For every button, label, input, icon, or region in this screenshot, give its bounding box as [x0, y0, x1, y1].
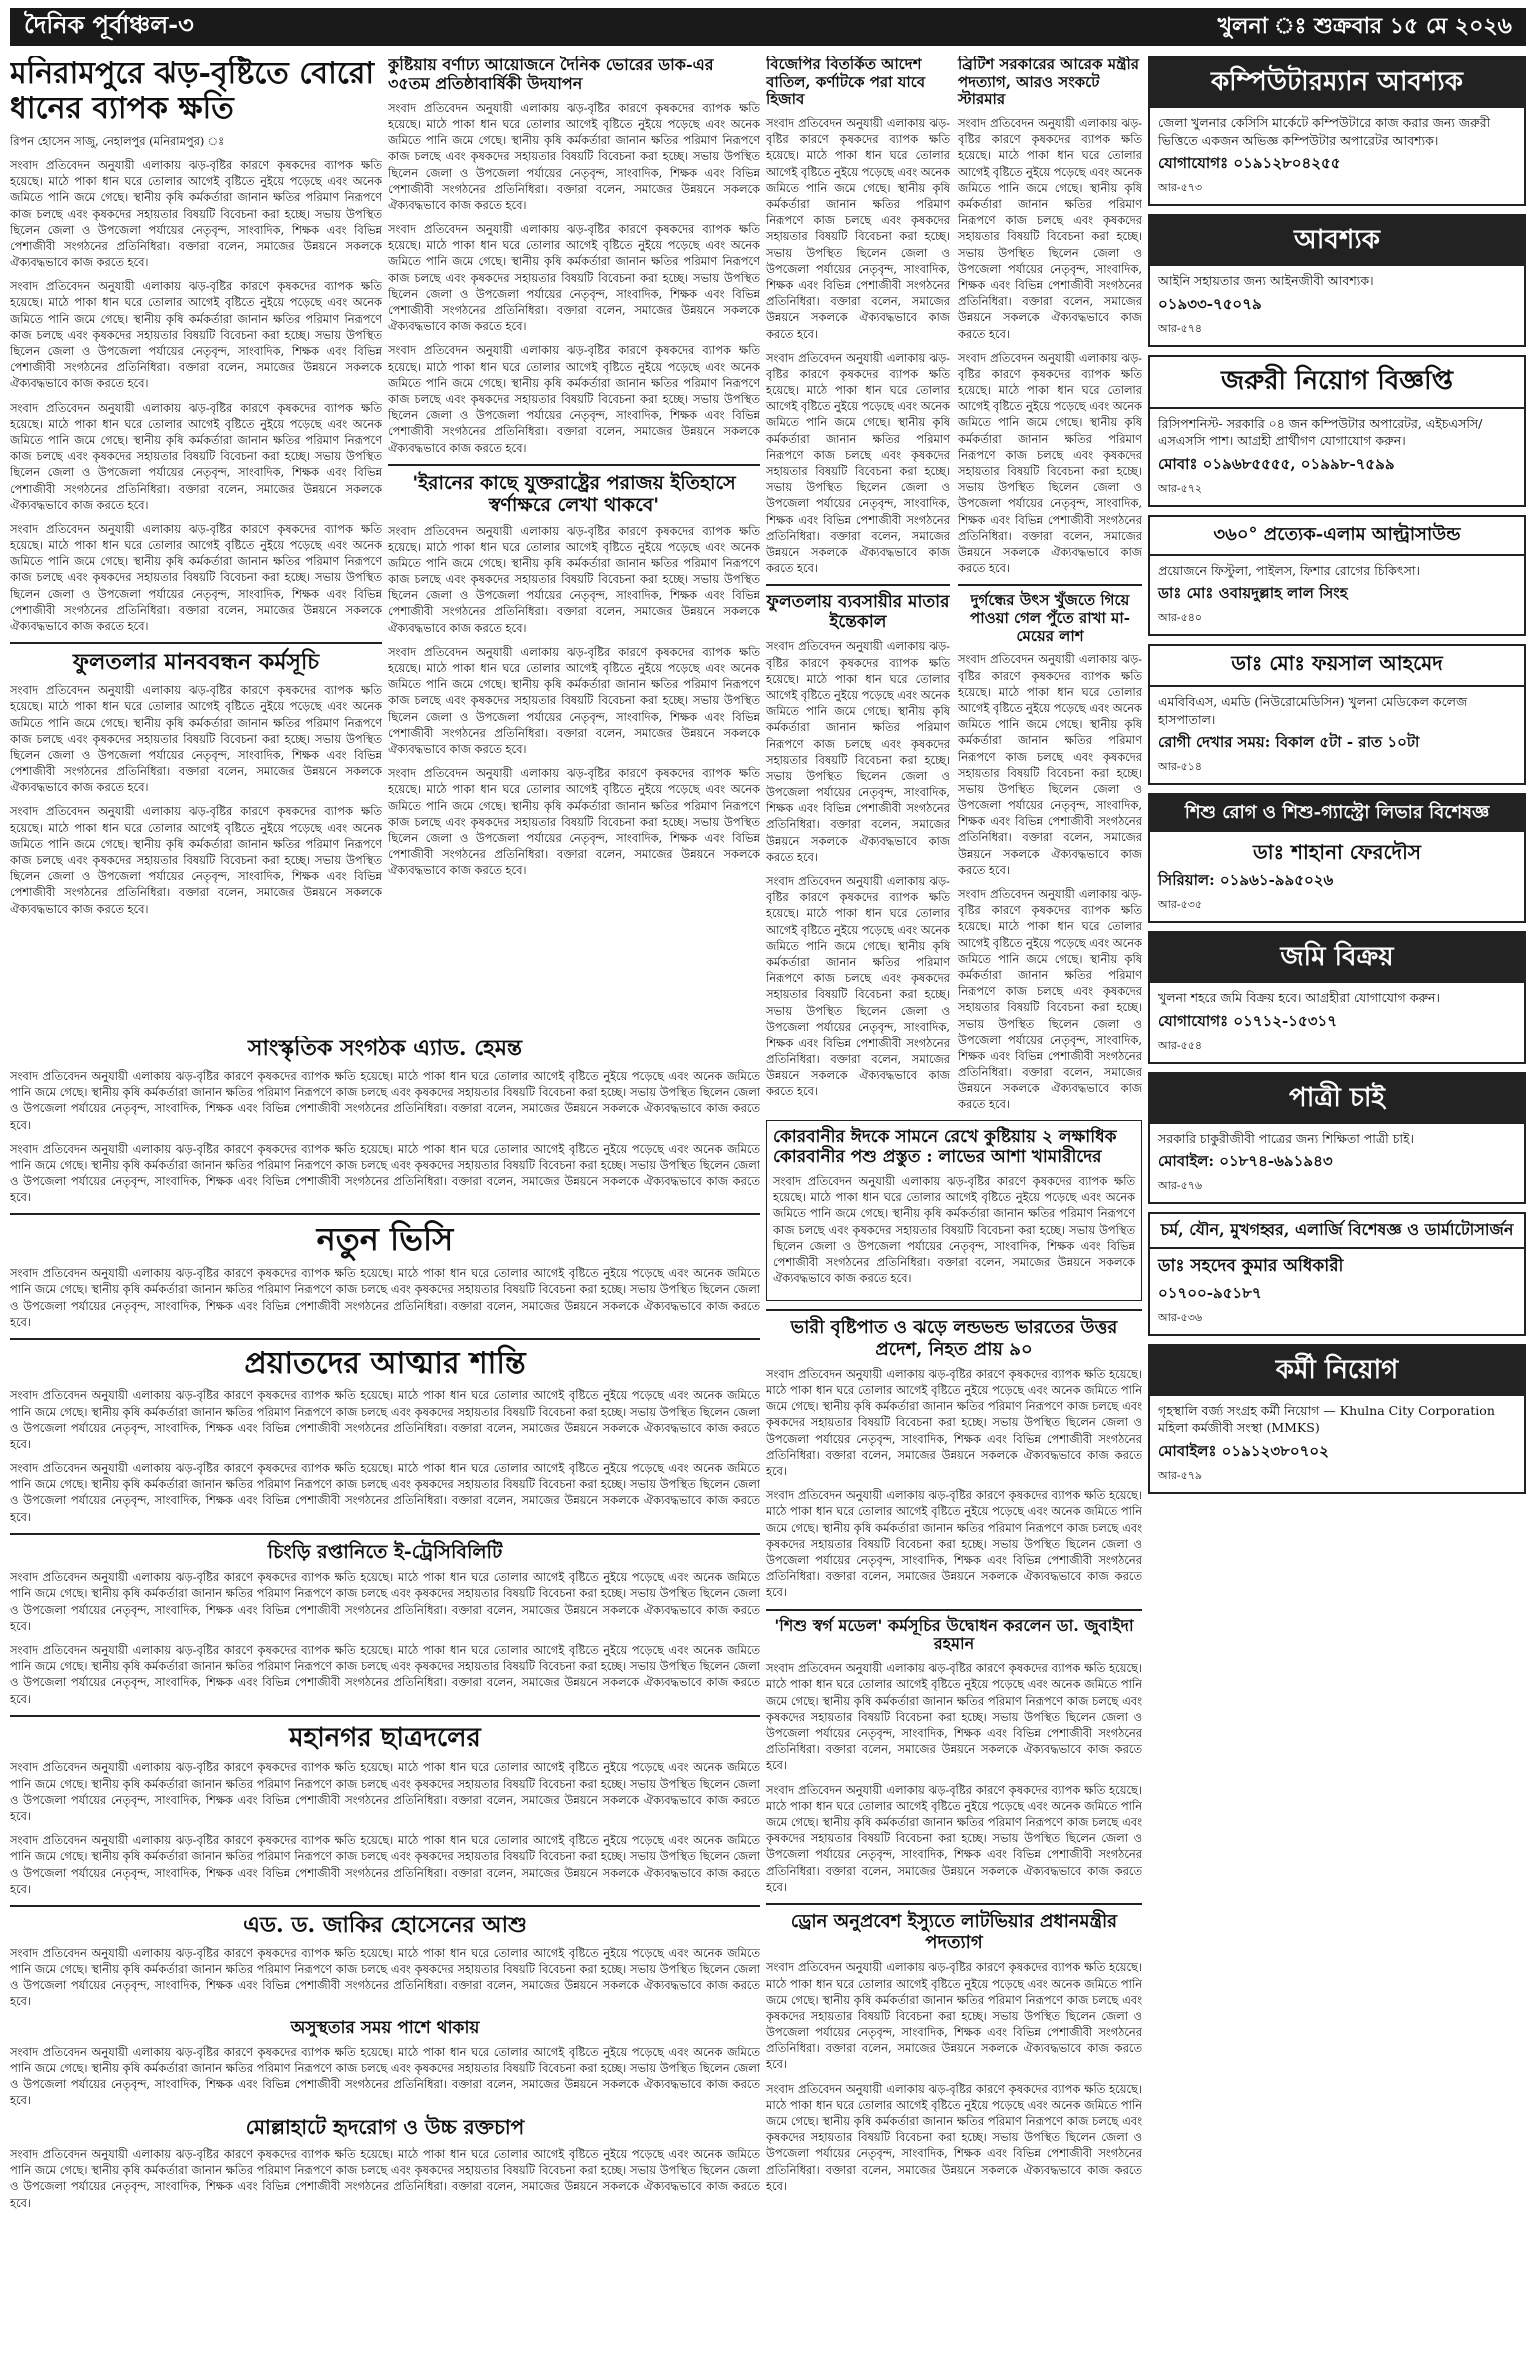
- article-sick: [10, 2018, 760, 2109]
- headline: ফুলতলার মানববন্ধন কর্মসূচি: [72, 649, 320, 676]
- ad-title: জরুরী নিয়োগ বিজ্ঞপ্তি: [1150, 357, 1524, 409]
- article-body: সংবাদ প্রতিবেদন অনুযায়ী এলাকায় ঝড়-বৃষ্টির কারণে কৃষকদের ব্যাপক ক্ষতি হয়েছে। মাঠে পাকা ধান ঘরে তোলার আগেই বৃষ্টিতে নুইয়ে পড়েছে এবং অনেক জমিতে পানি জমে গেছে। স্থানীয় কৃষি কর্মকর্তারা জানান ক্ষতির পরিমাণ নিরূপণে কাজ চলছে এবং কৃষকদের সহায়তার বিষয়টি বিবেচনা করা হচ্ছে। সভায় উপস্থিত ছিলেন জেলা ও উপজেলা পর্যায়ের নেতৃবৃন্দ, সাংবাদিক, শিক্ষক এবং বিভিন্ন পেশাজীবী সংগঠনের প্রতিনিধিরা। বক্তারা বলেন, সমাজের উন্নয়নে সকলকে ঐক্যবদ্ধভাবে কাজ করতে হবে।: [766, 116, 950, 341]
- article-mollahat: [10, 2116, 760, 2210]
- ad-needed: [1148, 214, 1526, 347]
- ad-title: ৩৬০° প্রত্যেক-এলাম আল্ট্রাসাউন্ড: [1150, 517, 1524, 556]
- headline: ফুলতলায় ব্যবসায়ীর মাতার ইন্তেকাল: [766, 592, 950, 633]
- ad-text: খুলনা শহরে জমি বিক্রয় হবে। আগ্রহীরা যোগাযোগ করুন।: [1158, 990, 1440, 1005]
- ad-code: আর-৫৩৬: [1158, 1310, 1203, 1324]
- headline: কুষ্টিয়ায় বর্ণাঢ্য আয়োজনে দৈনিক ভোরের ডাক-এর ৩৫তম প্রতিষ্ঠাবার্ষিকী উদযাপন: [388, 56, 714, 93]
- lower-left-block: [10, 1036, 760, 2350]
- article-body: সংবাদ প্রতিবেদন অনুযায়ী এলাকায় ঝড়-বৃষ্টির কারণে কৃষকদের ব্যাপক ক্ষতি হয়েছে। মাঠে পাকা ধান ঘরে তোলার আগেই বৃষ্টিতে নুইয়ে পড়েছে এবং অনেক জমিতে পানি জমে গেছে। স্থানীয় কৃষি কর্মকর্তারা জানান ক্ষতির পরিমাণ নিরূপণে কাজ চলছে এবং কৃষকদের সহায়তার বিষয়টি বিবেচনা করা হচ্ছে। সভায় উপস্থিত ছিলেন জেলা ও উপজেলা পর্যায়ের নেতৃবৃন্দ, সাংবাদিক, শিক্ষক এবং বিভিন্ন পেশাজীবী সংগঠনের প্রতিনিধিরা। বক্তারা বলেন, সমাজের উন্নয়নে সকলকে ঐক্যবদ্ধভাবে কাজ করতে হবে।: [10, 683, 382, 795]
- ad-text: ডাঃ শাহানা ফেরদৌস: [1253, 840, 1421, 864]
- ad-phone: যোগাযোগঃ ০১৭১২-১৫৩১৭: [1158, 1011, 1337, 1030]
- headline: ভারী বৃষ্টিপাত ও ঝড়ে লন্ডভন্ড ভারতের উত্তর প্রদেশ, নিহত প্রায় ৯০: [790, 1317, 1118, 1360]
- ad-code: আর-৫৭২: [1158, 481, 1203, 495]
- ad-text: গৃহস্থালি বর্জ্য সংগ্রহ কর্মী নিয়োগ — Khulna City Corporation মহিলা কর্মজীবী সংস্থা (MMKS): [1158, 1402, 1495, 1436]
- article-body: সংবাদ প্রতিবেদন অনুযায়ী এলাকায় ঝড়-বৃষ্টির কারণে কৃষকদের ব্যাপক ক্ষতি হয়েছে। মাঠে পাকা ধান ঘরে তোলার আগেই বৃষ্টিতে নুইয়ে পড়েছে এবং অনেক জমিতে পানি জমে গেছে। স্থানীয় কৃষি কর্মকর্তারা জানান ক্ষতির পরিমাণ নিরূপণে কাজ চলছে এবং কৃষকদের সহায়তার বিষয়টি বিবেচনা করা হচ্ছে। সভায় উপস্থিত ছিলেন জেলা ও উপজেলা পর্যায়ের নেতৃবৃন্দ, সাংবাদিক, শিক্ষক এবং বিভিন্ন পেশাজীবী সংগঠনের প্রতিনিধিরা। বক্তারা বলেন, সমাজের উন্নয়নে সকলকে ঐক্যবদ্ধভাবে কাজ করতে হবে।: [10, 1388, 760, 1451]
- page-label: দৈনিক পূর্বাঞ্চল-৩: [24, 10, 194, 39]
- ad-title: পাত্রী চাই: [1150, 1074, 1524, 1124]
- ad-urgent: [1148, 355, 1526, 507]
- article-cattle: [766, 1120, 1142, 1301]
- headline: প্রয়াতদের আত্মার শান্তি: [244, 1345, 526, 1381]
- article-bjp: [766, 56, 950, 1116]
- headline: 'ইরানের কাছে যুক্তরাষ্ট্রের পরাজয় ইতিহাসে স্বর্ণাক্ষরে লেখা থাকবে': [412, 471, 736, 517]
- article-cultural: [10, 1036, 760, 1205]
- ad-code: আর-৫৭৪: [1158, 321, 1203, 335]
- ad-bride: [1148, 1072, 1526, 1205]
- article-body: সংবাদ প্রতিবেদন অনুযায়ী এলাকায় ঝড়-বৃষ্টির কারণে কৃষকদের ব্যাপক ক্ষতি হয়েছে। মাঠে পাকা ধান ঘরে তোলার আগেই বৃষ্টিতে নুইয়ে পড়েছে এবং অনেক জমিতে পানি জমে গেছে। স্থানীয় কৃষি কর্মকর্তারা জানান ক্ষতির পরিমাণ নিরূপণে কাজ চলছে এবং কৃষকদের সহায়তার বিষয়টি বিবেচনা করা হচ্ছে। সভায় উপস্থিত ছিলেন জেলা ও উপজেলা পর্যায়ের নেতৃবৃন্দ, সাংবাদিক, শিক্ষক এবং বিভিন্ন পেশাজীবী সংগঠনের প্রতিনিধিরা। বক্তারা বলেন, সমাজের উন্নয়নে সকলকে ঐক্যবদ্ধভাবে কাজ করতে হবে।: [10, 157, 382, 270]
- article-body: সংবাদ প্রতিবেদন অনুযায়ী এলাকায় ঝড়-বৃষ্টির কারণে কৃষকদের ব্যাপক ক্ষতি হয়েছে। মাঠে পাকা ধান ঘরে তোলার আগেই বৃষ্টিতে নুইয়ে পড়েছে এবং অনেক জমিতে পানি জমে গেছে। স্থানীয় কৃষি কর্মকর্তারা জানান ক্ষতির পরিমাণ নিরূপণে কাজ চলছে এবং কৃষকদের সহায়তার বিষয়টি বিবেচনা করা হচ্ছে। সভায় উপস্থিত ছিলেন জেলা ও উপজেলা পর্যায়ের নেতৃবৃন্দ, সাংবাদিক, শিক্ষক এবং বিভিন্ন পেশাজীবী সংগঠনের প্রতিনিধিরা। বক্তারা বলেন, সমাজের উন্নয়নে সকলকে ঐক্যবদ্ধভাবে কাজ করতে হবে।: [10, 1760, 760, 1823]
- ad-code: আর-৫৪০: [1158, 611, 1203, 624]
- ad-phone: ০১৭০০-৯৫১৮৭: [1158, 1283, 1262, 1302]
- headline: ব্রিটিশ সরকারের আরেক মন্ত্রীর পদত্যাগ, আরও সংকটে স্টারমার: [958, 56, 1140, 109]
- ad-land: [1148, 931, 1526, 1064]
- column-1: [10, 56, 382, 1026]
- ad-title: জমি বিক্রয়: [1150, 933, 1524, 983]
- ad-title: আবশ্যক: [1150, 216, 1524, 266]
- column-3: [766, 56, 1142, 1116]
- article-shishu: [766, 1617, 1142, 1895]
- article-body: সংবাদ প্রতিবেদন অনুযায়ী এলাকায় ঝড়-বৃষ্টির কারণে কৃষকদের ব্যাপক ক্ষতি হয়েছে। মাঠে পাকা ধান ঘরে তোলার আগেই বৃষ্টিতে নুইয়ে পড়েছে এবং অনেক জমিতে পানি জমে গেছে। স্থানীয় কৃষি কর্মকর্তারা জানান ক্ষতির পরিমাণ নিরূপণে কাজ চলছে এবং কৃষকদের সহায়তার বিষয়টি বিবেচনা করা হচ্ছে। সভায় উপস্থিত ছিলেন জেলা ও উপজেলা পর্যায়ের নেতৃবৃন্দ, সাংবাদিক, শিক্ষক এবং বিভিন্ন পেশাজীবী সংগঠনের প্রতিনিধিরা। বক্তারা বলেন, সমাজের উন্নয়নে সকলকে ঐক্যবদ্ধভাবে কাজ করতে হবে।: [10, 1570, 760, 1633]
- article-body: সংবাদ প্রতিবেদন অনুযায়ী এলাকায় ঝড়-বৃষ্টির কারণে কৃষকদের ব্যাপক ক্ষতি হয়েছে। মাঠে পাকা ধান ঘরে তোলার আগেই বৃষ্টিতে নুইয়ে পড়েছে এবং অনেক জমিতে পানি জমে গেছে। স্থানীয় কৃষি কর্মকর্তারা জানান ক্ষতির পরিমাণ নিরূপণে কাজ চলছে এবং কৃষকদের সহায়তার বিষয়টি বিবেচনা করা হচ্ছে। সভায় উপস্থিত ছিলেন জেলা ও উপজেলা পর্যায়ের নেতৃবৃন্দ, সাংবাদিক, শিক্ষক এবং বিভিন্ন পেশাজীবী সংগঠনের প্রতিনিধিরা। বক্তারা বলেন, সমাজের উন্নয়নে সকলকে ঐক্যবদ্ধভাবে কাজ করতে হবে।: [10, 1643, 760, 1706]
- article-body: সংবাদ প্রতিবেদন অনুযায়ী এলাকায় ঝড়-বৃষ্টির কারণে কৃষকদের ব্যাপক ক্ষতি হয়েছে। মাঠে পাকা ধান ঘরে তোলার আগেই বৃষ্টিতে নুইয়ে পড়েছে এবং অনেক জমিতে পানি জমে গেছে। স্থানীয় কৃষি কর্মকর্তারা জানান ক্ষতির পরিমাণ নিরূপণে কাজ চলছে এবং কৃষকদের সহায়তার বিষয়টি বিবেচনা করা হচ্ছে। সভায় উপস্থিত ছিলেন জেলা ও উপজেলা পর্যায়ের নেতৃবৃন্দ, সাংবাদিক, শিক্ষক এবং বিভিন্ন পেশাজীবী সংগঠনের প্রতিনিধিরা। বক্তারা বলেন, সমাজের উন্নয়নে সকলকে ঐক্যবদ্ধভাবে কাজ করতে হবে।: [766, 350, 950, 576]
- article-body: সংবাদ প্রতিবেদন অনুযায়ী এলাকায় ঝড়-বৃষ্টির কারণে কৃষকদের ব্যাপক ক্ষতি হয়েছে। মাঠে পাকা ধান ঘরে তোলার আগেই বৃষ্টিতে নুইয়ে পড়েছে এবং অনেক জমিতে পানি জমে গেছে। স্থানীয় কৃষি কর্মকর্তারা জানান ক্ষতির পরিমাণ নিরূপণে কাজ চলছে এবং কৃষকদের সহায়তার বিষয়টি বিবেচনা করা হচ্ছে। সভায় উপস্থিত ছিলেন জেলা ও উপজেলা পর্যায়ের নেতৃবৃন্দ, সাংবাদিক, শিক্ষক এবং বিভিন্ন পেশাজীবী সংগঠনের প্রতিনিধিরা। বক্তারা বলেন, সমাজের উন্নয়নে সকলকে ঐক্যবদ্ধভাবে কাজ করতে হবে।: [10, 1945, 760, 2009]
- ad-text: রিসিপশনিস্ট- সরকারি ০৪ জন কম্পিউটার অপারেটর, এইচএসসি/এসএসসি পাশ। আগ্রহী প্রার্থীগণ যোগাযোগ করুন।: [1158, 415, 1483, 448]
- article-heavy-rain: [766, 1317, 1142, 1600]
- article-body: সংবাদ প্রতিবেদন অনুযায়ী এলাকায় ঝড়-বৃষ্টির কারণে কৃষকদের ব্যাপক ক্ষতি হয়েছে। মাঠে পাকা ধান ঘরে তোলার আগেই বৃষ্টিতে নুইয়ে পড়েছে এবং অনেক জমিতে পানি জমে গেছে। স্থানীয় কৃষি কর্মকর্তারা জানান ক্ষতির পরিমাণ নিরূপণে কাজ চলছে এবং কৃষকদের সহায়তার বিষয়টি বিবেচনা করা হচ্ছে। সভায় উপস্থিত ছিলেন জেলা ও উপজেলা পর্যায়ের নেতৃবৃন্দ, সাংবাদিক, শিক্ষক এবং বিভিন্ন পেশাজীবী সংগঠনের প্রতিনিধিরা। বক্তারা বলেন, সমাজের উন্নয়নে সকলকে ঐক্যবদ্ধভাবে কাজ করতে হবে।: [10, 2147, 760, 2210]
- ad-workers: [1148, 1344, 1526, 1494]
- date-line: খুলনা ঃ শুক্রবার ১৫ মে ২০২৬: [1217, 12, 1512, 39]
- byline: রিপন হোসেন সাজু, নেহালপুর (মনিরামপুর) ঃ: [10, 133, 225, 148]
- article-body: সংবাদ প্রতিবেদন অনুযায়ী এলাকায় ঝড়-বৃষ্টির কারণে কৃষকদের ব্যাপক ক্ষতি হয়েছে। মাঠে পাকা ধান ঘরে তোলার আগেই বৃষ্টিতে নুইয়ে পড়েছে এবং অনেক জমিতে পানি জমে গেছে। স্থানীয় কৃষি কর্মকর্তারা জানান ক্ষতির পরিমাণ নিরূপণে কাজ চলছে এবং কৃষকদের সহায়তার বিষয়টি বিবেচনা করা হচ্ছে। সভায় উপস্থিত ছিলেন জেলা ও উপজেলা পর্যায়ের নেতৃবৃন্দ, সাংবাদিক, শিক্ষক এবং বিভিন্ন পেশাজীবী সংগঠনের প্রতিনিধিরা। বক্তারা বলেন, সমাজের উন্নয়নে সকলকে ঐক্যবদ্ধভাবে কাজ করতে হবে।: [388, 343, 760, 455]
- ad-phone: যোগাযোগঃ ০১৯১২৮০৪২৫৫: [1158, 154, 1341, 172]
- article-body: সংবাদ প্রতিবেদন অনুযায়ী এলাকায় ঝড়-বৃষ্টির কারণে কৃষকদের ব্যাপক ক্ষতি হয়েছে। মাঠে পাকা ধান ঘরে তোলার আগেই বৃষ্টিতে নুইয়ে পড়েছে এবং অনেক জমিতে পানি জমে গেছে। স্থানীয় কৃষি কর্মকর্তারা জানান ক্ষতির পরিমাণ নিরূপণে কাজ চলছে এবং কৃষকদের সহায়তার বিষয়টি বিবেচনা করা হচ্ছে। সভায় উপস্থিত ছিলেন জেলা ও উপজেলা পর্যায়ের নেতৃবৃন্দ, সাংবাদিক, শিক্ষক এবং বিভিন্ন পেশাজীবী সংগঠনের প্রতিনিধিরা। বক্তারা বলেন, সমাজের উন্নয়নে সকলকে ঐক্যবদ্ধভাবে কাজ করতে হবে।: [10, 400, 382, 512]
- ad-ultrasound: [1148, 515, 1526, 637]
- article-body: সংবাদ প্রতিবেদন অনুযায়ী এলাকায় ঝড়-বৃষ্টির কারণে কৃষকদের ব্যাপক ক্ষতি হয়েছে। মাঠে পাকা ধান ঘরে তোলার আগেই বৃষ্টিতে নুইয়ে পড়েছে এবং অনেক জমিতে পানি জমে গেছে। স্থানীয় কৃষি কর্মকর্তারা জানান ক্ষতির পরিমাণ নিরূপণে কাজ চলছে এবং কৃষকদের সহায়তার বিষয়টি বিবেচনা করা হচ্ছে। সভায় উপস্থিত ছিলেন জেলা ও উপজেলা পর্যায়ের নেতৃবৃন্দ, সাংবাদিক, শিক্ষক এবং বিভিন্ন পেশাজীবী সংগঠনের প্রতিনিধিরা। বক্তারা বলেন, সমাজের উন্নয়নে সকলকে ঐক্যবদ্ধভাবে কাজ করতে হবে।: [388, 100, 760, 212]
- ad-text: সরকারি চাকুরীজীবী পাত্রের জন্য শিক্ষিতা পাত্রী চাই।: [1158, 1130, 1415, 1146]
- article-body: সংবাদ প্রতিবেদন অনুযায়ী এলাকায় ঝড়-বৃষ্টির কারণে কৃষকদের ব্যাপক ক্ষতি হয়েছে। মাঠে পাকা ধান ঘরে তোলার আগেই বৃষ্টিতে নুইয়ে পড়েছে এবং অনেক জমিতে পানি জমে গেছে। স্থানীয় কৃষি কর্মকর্তারা জানান ক্ষতির পরিমাণ নিরূপণে কাজ চলছে এবং কৃষকদের সহায়তার বিষয়টি বিবেচনা করা হচ্ছে। সভায় উপস্থিত ছিলেন জেলা ও উপজেলা পর্যায়ের নেতৃবৃন্দ, সাংবাদিক, শিক্ষক এবং বিভিন্ন পেশাজীবী সংগঠনের প্রতিনিধিরা। বক্তারা বলেন, সমাজের উন্নয়নে সকলকে ঐক্যবদ্ধভাবে কাজ করতে হবে।: [766, 1366, 1142, 1478]
- article-body: সংবাদ প্রতিবেদন অনুযায়ী এলাকায় ঝড়-বৃষ্টির কারণে কৃষকদের ব্যাপক ক্ষতি হয়েছে। মাঠে পাকা ধান ঘরে তোলার আগেই বৃষ্টিতে নুইয়ে পড়েছে এবং অনেক জমিতে পানি জমে গেছে। স্থানীয় কৃষি কর্মকর্তারা জানান ক্ষতির পরিমাণ নিরূপণে কাজ চলছে এবং কৃষকদের সহায়তার বিষয়টি বিবেচনা করা হচ্ছে। সভায় উপস্থিত ছিলেন জেলা ও উপজেলা পর্যায়ের নেতৃবৃন্দ, সাংবাদিক, শিক্ষক এবং বিভিন্ন পেশাজীবী সংগঠনের প্রতিনিধিরা। বক্তারা বলেন, সমাজের উন্নয়নে সকলকে ঐক্যবদ্ধভাবে কাজ করতে হবে।: [10, 1141, 760, 1205]
- article-body: সংবাদ প্রতিবেদন অনুযায়ী এলাকায় ঝড়-বৃষ্টির কারণে কৃষকদের ব্যাপক ক্ষতি হয়েছে। মাঠে পাকা ধান ঘরে তোলার আগেই বৃষ্টিতে নুইয়ে পড়েছে এবং অনেক জমিতে পানি জমে গেছে। স্থানীয় কৃষি কর্মকর্তারা জানান ক্ষতির পরিমাণ নিরূপণে কাজ চলছে এবং কৃষকদের সহায়তার বিষয়টি বিবেচনা করা হচ্ছে। সভায় উপস্থিত ছিলেন জেলা ও উপজেলা পর্যায়ের নেতৃবৃন্দ, সাংবাদিক, শিক্ষক এবং বিভিন্ন পেশাজীবী সংগঠনের প্রতিনিধিরা। বক্তারা বলেন, সমাজের উন্নয়নে সকলকে ঐক্যবদ্ধভাবে কাজ করতে হবে।: [766, 2081, 1142, 2193]
- article-body: সংবাদ প্রতিবেদন অনুযায়ী এলাকায় ঝড়-বৃষ্টির কারণে কৃষকদের ব্যাপক ক্ষতি হয়েছে। মাঠে পাকা ধান ঘরে তোলার আগেই বৃষ্টিতে নুইয়ে পড়েছে এবং অনেক জমিতে পানি জমে গেছে। স্থানীয় কৃষি কর্মকর্তারা জানান ক্ষতির পরিমাণ নিরূপণে কাজ চলছে এবং কৃষকদের সহায়তার বিষয়টি বিবেচনা করা হচ্ছে। সভায় উপস্থিত ছিলেন জেলা ও উপজেলা পর্যায়ের নেতৃবৃন্দ, সাংবাদিক, শিক্ষক এবং বিভিন্ন পেশাজীবী সংগঠনের প্রতিনিধিরা। বক্তারা বলেন, সমাজের উন্নয়নে সকলকে ঐক্যবদ্ধভাবে কাজ করতে হবে।: [10, 804, 382, 916]
- article-body: সংবাদ প্রতিবেদন অনুযায়ী এলাকায় ঝড়-বৃষ্টির কারণে কৃষকদের ব্যাপক ক্ষতি হয়েছে। মাঠে পাকা ধান ঘরে তোলার আগেই বৃষ্টিতে নুইয়ে পড়েছে এবং অনেক জমিতে পানি জমে গেছে। স্থানীয় কৃষি কর্মকর্তারা জানান ক্ষতির পরিমাণ নিরূপণে কাজ চলছে এবং কৃষকদের সহায়তার বিষয়টি বিবেচনা করা হচ্ছে। সভায় উপস্থিত ছিলেন জেলা ও উপজেলা পর্যায়ের নেতৃবৃন্দ, সাংবাদিক, শিক্ষক এবং বিভিন্ন পেশাজীবী সংগঠনের প্রতিনিধিরা। বক্তারা বলেন, সমাজের উন্নয়নে সকলকে ঐক্যবদ্ধভাবে কাজ করতে হবে।: [388, 766, 760, 878]
- article-body: সংবাদ প্রতিবেদন অনুযায়ী এলাকায় ঝড়-বৃষ্টির কারণে কৃষকদের ব্যাপক ক্ষতি হয়েছে। মাঠে পাকা ধান ঘরে তোলার আগেই বৃষ্টিতে নুইয়ে পড়েছে এবং অনেক জমিতে পানি জমে গেছে। স্থানীয় কৃষি কর্মকর্তারা জানান ক্ষতির পরিমাণ নিরূপণে কাজ চলছে এবং কৃষকদের সহায়তার বিষয়টি বিবেচনা করা হচ্ছে। সভায় উপস্থিত ছিলেন জেলা ও উপজেলা পর্যায়ের নেতৃবৃন্দ, সাংবাদিক, শিক্ষক এবং বিভিন্ন পেশাজীবী সংগঠনের প্রতিনিধিরা। বক্তারা বলেন, সমাজের উন্নয়নে সকলকে ঐক্যবদ্ধভাবে কাজ করতে হবে।: [766, 1782, 1142, 1894]
- ad-code: আর-৫৭৩: [1158, 181, 1203, 194]
- article-body: সংবাদ প্রতিবেদন অনুযায়ী এলাকায় ঝড়-বৃষ্টির কারণে কৃষকদের ব্যাপক ক্ষতি হয়েছে। মাঠে পাকা ধান ঘরে তোলার আগেই বৃষ্টিতে নুইয়ে পড়েছে এবং অনেক জমিতে পানি জমে গেছে। স্থানীয় কৃষি কর্মকর্তারা জানান ক্ষতির পরিমাণ নিরূপণে কাজ চলছে এবং কৃষকদের সহায়তার বিষয়টি বিবেচনা করা হচ্ছে। সভায় উপস্থিত ছিলেন জেলা ও উপজেলা পর্যায়ের নেতৃবৃন্দ, সাংবাদিক, শিক্ষক এবং বিভিন্ন পেশাজীবী সংগঠনের প্রতিনিধিরা। বক্তারা বলেন, সমাজের উন্নয়নে সকলকে ঐক্যবদ্ধভাবে কাজ করতে হবে।: [10, 1068, 760, 1132]
- article-drone: [766, 1911, 1142, 2194]
- ad-phone: মোবাইল: ০১৮৭৪-৬৯১৯৪৩: [1158, 1152, 1333, 1170]
- ad-code: আর-৫৭৯: [1158, 1468, 1203, 1482]
- headline: বিজেপির বিতর্কিত আদেশ বাতিল, কর্ণাটকে পরা যাবে হিজাব: [766, 56, 926, 109]
- ad-title: শিশু রোগ ও শিশু-গ্যাস্ট্রো লিভার বিশেষজ্ঞ: [1150, 795, 1524, 832]
- ad-phone: সিরিয়াল: ০১৯৬১-৯৯৫০২৬: [1158, 871, 1334, 889]
- article-body: সংবাদ প্রতিবেদন অনুযায়ী এলাকায় ঝড়-বৃষ্টির কারণে কৃষকদের ব্যাপক ক্ষতি হয়েছে। মাঠে পাকা ধান ঘরে তোলার আগেই বৃষ্টিতে নুইয়ে পড়েছে এবং অনেক জমিতে পানি জমে গেছে। স্থানীয় কৃষি কর্মকর্তারা জানান ক্ষতির পরিমাণ নিরূপণে কাজ চলছে এবং কৃষকদের সহায়তার বিষয়টি বিবেচনা করা হচ্ছে। সভায় উপস্থিত ছিলেন জেলা ও উপজেলা পর্যায়ের নেতৃবৃন্দ, সাংবাদিক, শিক্ষক এবং বিভিন্ন পেশাজীবী সংগঠনের প্রতিনিধিরা। বক্তারা বলেন, সমাজের উন্নয়নে সকলকে ঐক্যবদ্ধভাবে কাজ করতে হবে।: [773, 1174, 1135, 1286]
- headline: নতুন ভিসি: [316, 1220, 454, 1259]
- article-body: সংবাদ প্রতিবেদন অনুযায়ী এলাকায় ঝড়-বৃষ্টির কারণে কৃষকদের ব্যাপক ক্ষতি হয়েছে। মাঠে পাকা ধান ঘরে তোলার আগেই বৃষ্টিতে নুইয়ে পড়েছে এবং অনেক জমিতে পানি জমে গেছে। স্থানীয় কৃষি কর্মকর্তারা জানান ক্ষতির পরিমাণ নিরূপণে কাজ চলছে এবং কৃষকদের সহায়তার বিষয়টি বিবেচনা করা হচ্ছে। সভায় উপস্থিত ছিলেন জেলা ও উপজেলা পর্যায়ের নেতৃবৃন্দ, সাংবাদিক, শিক্ষক এবং বিভিন্ন পেশাজীবী সংগঠনের প্রতিনিধিরা। বক্তারা বলেন, সমাজের উন্নয়নে সকলকে ঐক্যবদ্ধভাবে কাজ করতে হবে।: [766, 1661, 1142, 1773]
- ad-title: চর্ম, যৌন, মুখগহ্বর, এলার্জি বিশেষজ্ঞ ও ডার্মাটোসার্জন: [1150, 1214, 1524, 1249]
- article-body: সংবাদ প্রতিবেদন অনুযায়ী এলাকায় ঝড়-বৃষ্টির কারণে কৃষকদের ব্যাপক ক্ষতি হয়েছে। মাঠে পাকা ধান ঘরে তোলার আগেই বৃষ্টিতে নুইয়ে পড়েছে এবং অনেক জমিতে পানি জমে গেছে। স্থানীয় কৃষি কর্মকর্তারা জানান ক্ষতির পরিমাণ নিরূপণে কাজ চলছে এবং কৃষকদের সহায়তার বিষয়টি বিবেচনা করা হচ্ছে। সভায় উপস্থিত ছিলেন জেলা ও উপজেলা পর্যায়ের নেতৃবৃন্দ, সাংবাদিক, শিক্ষক এবং বিভিন্ন পেশাজীবী সংগঠনের প্রতিনিধিরা। বক্তারা বলেন, সমাজের উন্নয়নে সকলকে ঐক্যবদ্ধভাবে কাজ করতে হবে।: [388, 523, 760, 635]
- ad-doctor-faisal: [1148, 644, 1526, 785]
- headline: মনিরামপুরে ঝড়-বৃষ্টিতে বোরো ধানের ব্যাপক ক্ষতি: [10, 56, 375, 127]
- headline: চিংড়ি রপ্তানিতে ই-ট্রেসিবিলিটি: [267, 1540, 503, 1563]
- article-body: সংবাদ প্রতিবেদন অনুযায়ী এলাকায় ঝড়-বৃষ্টির কারণে কৃষকদের ব্যাপক ক্ষতি হয়েছে। মাঠে পাকা ধান ঘরে তোলার আগেই বৃষ্টিতে নুইয়ে পড়েছে এবং অনেক জমিতে পানি জমে গেছে। স্থানীয় কৃষি কর্মকর্তারা জানান ক্ষতির পরিমাণ নিরূপণে কাজ চলছে এবং কৃষকদের সহায়তার বিষয়টি বিবেচনা করা হচ্ছে। সভায় উপস্থিত ছিলেন জেলা ও উপজেলা পর্যায়ের নেতৃবৃন্দ, সাংবাদিক, শিক্ষক এবং বিভিন্ন পেশাজীবী সংগঠনের প্রতিনিধিরা। বক্তারা বলেন, সমাজের উন্নয়নে সকলকে ঐক্যবদ্ধভাবে কাজ করতে হবে।: [958, 350, 1142, 576]
- headline: 'শিশু স্বর্গ মডেল' কর্মসূচির উদ্বোধন করলেন ডা. জুবাইদা রহমান: [774, 1615, 1134, 1654]
- article-body: সংবাদ প্রতিবেদন অনুযায়ী এলাকায় ঝড়-বৃষ্টির কারণে কৃষকদের ব্যাপক ক্ষতি হয়েছে। মাঠে পাকা ধান ঘরে তোলার আগেই বৃষ্টিতে নুইয়ে পড়েছে এবং অনেক জমিতে পানি জমে গেছে। স্থানীয় কৃষি কর্মকর্তারা জানান ক্ষতির পরিমাণ নিরূপণে কাজ চলছে এবং কৃষকদের সহায়তার বিষয়টি বিবেচনা করা হচ্ছে। সভায় উপস্থিত ছিলেন জেলা ও উপজেলা পর্যায়ের নেতৃবৃন্দ, সাংবাদিক, শিক্ষক এবং বিভিন্ন পেশাজীবী সংগঠনের প্রতিনিধিরা। বক্তারা বলেন, সমাজের উন্নয়নে সকলকে ঐক্যবদ্ধভাবে কাজ করতে হবে।: [10, 2044, 760, 2108]
- headline: এড. ড. জাকির হোসেনের আশু: [243, 1911, 527, 1938]
- headline: সাংস্কৃতিক সংগঠক এ্যাড. হেমন্ত: [247, 1036, 523, 1061]
- ad-code: আর-৫৭৬: [1158, 1179, 1203, 1192]
- ad-text: ডাঃ সহদেব কুমার অধিকারী: [1158, 1256, 1344, 1276]
- ad-title: কর্মী নিয়োগ: [1150, 1346, 1524, 1396]
- ad-code: আর-৫১৪: [1158, 760, 1203, 773]
- article-body: সংবাদ প্রতিবেদন অনুযায়ী এলাকায় ঝড়-বৃষ্টির কারণে কৃষকদের ব্যাপক ক্ষতি হয়েছে। মাঠে পাকা ধান ঘরে তোলার আগেই বৃষ্টিতে নুইয়ে পড়েছে এবং অনেক জমিতে পানি জমে গেছে। স্থানীয় কৃষি কর্মকর্তারা জানান ক্ষতির পরিমাণ নিরূপণে কাজ চলছে এবং কৃষকদের সহায়তার বিষয়টি বিবেচনা করা হচ্ছে। সভায় উপস্থিত ছিলেন জেলা ও উপজেলা পর্যায়ের নেতৃবৃন্দ, সাংবাদিক, শিক্ষক এবং বিভিন্ন পেশাজীবী সংগঠনের প্রতিনিধিরা। বক্তারা বলেন, সমাজের উন্নয়নে সকলকে ঐক্যবদ্ধভাবে কাজ করতে হবে।: [10, 1461, 760, 1524]
- headline: অসুস্থতার সময় পাশে থাকায়: [290, 2017, 480, 2038]
- ad-text: জেলা খুলনার কেসিসি মার্কেটে কম্পিউটারে কাজ করার জন্য জরুরী ভিত্তিতে একজন অভিজ্ঞ কম্পিউটার অপারেটর আবশ্যক।: [1158, 115, 1491, 148]
- article-body: সংবাদ প্রতিবেদন অনুযায়ী এলাকায় ঝড়-বৃষ্টির কারণে কৃষকদের ব্যাপক ক্ষতি হয়েছে। মাঠে পাকা ধান ঘরে তোলার আগেই বৃষ্টিতে নুইয়ে পড়েছে এবং অনেক জমিতে পানি জমে গেছে। স্থানীয় কৃষি কর্মকর্তারা জানান ক্ষতির পরিমাণ নিরূপণে কাজ চলছে এবং কৃষকদের সহায়তার বিষয়টি বিবেচনা করা হচ্ছে। সভায় উপস্থিত ছিলেন জেলা ও উপজেলা পর্যায়ের নেতৃবৃন্দ, সাংবাদিক, শিক্ষক এবং বিভিন্ন পেশাজীবী সংগঠনের প্রতিনিধিরা। বক্তারা বলেন, সমাজের উন্নয়নে সকলকে ঐক্যবদ্ধভাবে কাজ করতে হবে।: [958, 887, 1142, 1112]
- article-body: সংবাদ প্রতিবেদন অনুযায়ী এলাকায় ঝড়-বৃষ্টির কারণে কৃষকদের ব্যাপক ক্ষতি হয়েছে। মাঠে পাকা ধান ঘরে তোলার আগেই বৃষ্টিতে নুইয়ে পড়েছে এবং অনেক জমিতে পানি জমে গেছে। স্থানীয় কৃষি কর্মকর্তারা জানান ক্ষতির পরিমাণ নিরূপণে কাজ চলছে এবং কৃষকদের সহায়তার বিষয়টি বিবেচনা করা হচ্ছে। সভায় উপস্থিত ছিলেন জেলা ও উপজেলা পর্যায়ের নেতৃবৃন্দ, সাংবাদিক, শিক্ষক এবং বিভিন্ন পেশাজীবী সংগঠনের প্রতিনিধিরা। বক্তারা বলেন, সমাজের উন্নয়নে সকলকে ঐক্যবদ্ধভাবে কাজ করতে হবে।: [766, 874, 950, 1099]
- ad-phone: ডাঃ মোঃ ওবায়দুল্লাহ লাল সিংহ: [1158, 584, 1348, 602]
- article-peace: [10, 1346, 760, 1525]
- ad-phone: ০১৯৩৩-৭৫০৭৯: [1158, 294, 1262, 313]
- article-body: সংবাদ প্রতিবেদন অনুযায়ী এলাকায় ঝড়-বৃষ্টির কারণে কৃষকদের ব্যাপক ক্ষতি হয়েছে। মাঠে পাকা ধান ঘরে তোলার আগেই বৃষ্টিতে নুইয়ে পড়েছে এবং অনেক জমিতে পানি জমে গেছে। স্থানীয় কৃষি কর্মকর্তারা জানান ক্ষতির পরিমাণ নিরূপণে কাজ চলছে এবং কৃষকদের সহায়তার বিষয়টি বিবেচনা করা হচ্ছে। সভায় উপস্থিত ছিলেন জেলা ও উপজেলা পর্যায়ের নেতৃবৃন্দ, সাংবাদিক, শিক্ষক এবং বিভিন্ন পেশাজীবী সংগঠনের প্রতিনিধিরা। বক্তারা বলেন, সমাজের উন্নয়নে সকলকে ঐক্যবদ্ধভাবে কাজ করতে হবে।: [388, 222, 760, 334]
- article-body: সংবাদ প্রতিবেদন অনুযায়ী এলাকায় ঝড়-বৃষ্টির কারণে কৃষকদের ব্যাপক ক্ষতি হয়েছে। মাঠে পাকা ধান ঘরে তোলার আগেই বৃষ্টিতে নুইয়ে পড়েছে এবং অনেক জমিতে পানি জমে গেছে। স্থানীয় কৃষি কর্মকর্তারা জানান ক্ষতির পরিমাণ নিরূপণে কাজ চলছে এবং কৃষকদের সহায়তার বিষয়টি বিবেচনা করা হচ্ছে। সভায় উপস্থিত ছিলেন জেলা ও উপজেলা পর্যায়ের নেতৃবৃন্দ, সাংবাদিক, শিক্ষক এবং বিভিন্ন পেশাজীবী সংগঠনের প্রতিনিধিরা। বক্তারা বলেন, সমাজের উন্নয়নে সকলকে ঐক্যবদ্ধভাবে কাজ করতে হবে।: [10, 1266, 760, 1329]
- article-phultala-human: [10, 650, 382, 917]
- article-body: সংবাদ প্রতিবেদন অনুযায়ী এলাকায় ঝড়-বৃষ্টির কারণে কৃষকদের ব্যাপক ক্ষতি হয়েছে। মাঠে পাকা ধান ঘরে তোলার আগেই বৃষ্টিতে নুইয়ে পড়েছে এবং অনেক জমিতে পানি জমে গেছে। স্থানীয় কৃষি কর্মকর্তারা জানান ক্ষতির পরিমাণ নিরূপণে কাজ চলছে এবং কৃষকদের সহায়তার বিষয়টি বিবেচনা করা হচ্ছে। সভায় উপস্থিত ছিলেন জেলা ও উপজেলা পর্যায়ের নেতৃবৃন্দ, সাংবাদিক, শিক্ষক এবং বিভিন্ন পেশাজীবী সংগঠনের প্রতিনিধিরা। বক্তারা বলেন, সমাজের উন্নয়নে সকলকে ঐক্যবদ্ধভাবে কাজ করতে হবে।: [388, 644, 760, 756]
- ad-code: আর-৫৫৪: [1158, 1038, 1203, 1052]
- ad-text: প্রয়োজনে ফিস্টুলা, পাইলস, ফিশার রোগের চিকিৎসা।: [1158, 562, 1420, 578]
- article-rain: [10, 56, 382, 634]
- article-vc: [10, 1221, 760, 1330]
- article-body: সংবাদ প্রতিবেদন অনুযায়ী এলাকায় ঝড়-বৃষ্টির কারণে কৃষকদের ব্যাপক ক্ষতি হয়েছে। মাঠে পাকা ধান ঘরে তোলার আগেই বৃষ্টিতে নুইয়ে পড়েছে এবং অনেক জমিতে পানি জমে গেছে। স্থানীয় কৃষি কর্মকর্তারা জানান ক্ষতির পরিমাণ নিরূপণে কাজ চলছে এবং কৃষকদের সহায়তার বিষয়টি বিবেচনা করা হচ্ছে। সভায় উপস্থিত ছিলেন জেলা ও উপজেলা পর্যায়ের নেতৃবৃন্দ, সাংবাদিক, শিক্ষক এবং বিভিন্ন পেশাজীবী সংগঠনের প্রতিনিধিরা। বক্তারা বলেন, সমাজের উন্নয়নে সকলকে ঐক্যবদ্ধভাবে কাজ করতে হবে।: [766, 1960, 1142, 2072]
- headline: কোরবানীর ঈদকে সামনে রেখে কুষ্টিয়ায় ২ লক্ষাধিক কোরবানীর পশু প্রস্তুত : লাভের আশা খামারীদের: [773, 1127, 1117, 1168]
- headline: মোল্লাহাটে হৃদরোগ ও উচ্চ রক্তচাপ: [245, 2115, 525, 2140]
- ad-title: কম্পিউটারম্যান আবশ্যক: [1150, 58, 1524, 108]
- ad-title: ডাঃ মোঃ ফয়সাল আহমেদ: [1150, 646, 1524, 687]
- ad-text: এমবিবিএস, এমডি (নিউরোমেডিসিন) খুলনা মেডিকেল কলেজ হাসপাতাল।: [1158, 694, 1468, 727]
- article-body: সংবাদ প্রতিবেদন অনুযায়ী এলাকায় ঝড়-বৃষ্টির কারণে কৃষকদের ব্যাপক ক্ষতি হয়েছে। মাঠে পাকা ধান ঘরে তোলার আগেই বৃষ্টিতে নুইয়ে পড়েছে এবং অনেক জমিতে পানি জমে গেছে। স্থানীয় কৃষি কর্মকর্তারা জানান ক্ষতির পরিমাণ নিরূপণে কাজ চলছে এবং কৃষকদের সহায়তার বিষয়টি বিবেচনা করা হচ্ছে। সভায় উপস্থিত ছিলেন জেলা ও উপজেলা পর্যায়ের নেতৃবৃন্দ, সাংবাদিক, শিক্ষক এবং বিভিন্ন পেশাজীবী সংগঠনের প্রতিনিধিরা। বক্তারা বলেন, সমাজের উন্নয়নে সকলকে ঐক্যবদ্ধভাবে কাজ করতে হবে।: [958, 652, 1142, 877]
- article-body: সংবাদ প্রতিবেদন অনুযায়ী এলাকায় ঝড়-বৃষ্টির কারণে কৃষকদের ব্যাপক ক্ষতি হয়েছে। মাঠে পাকা ধান ঘরে তোলার আগেই বৃষ্টিতে নুইয়ে পড়েছে এবং অনেক জমিতে পানি জমে গেছে। স্থানীয় কৃষি কর্মকর্তারা জানান ক্ষতির পরিমাণ নিরূপণে কাজ চলছে এবং কৃষকদের সহায়তার বিষয়টি বিবেচনা করা হচ্ছে। সভায় উপস্থিত ছিলেন জেলা ও উপজেলা পর্যায়ের নেতৃবৃন্দ, সাংবাদিক, শিক্ষক এবং বিভিন্ন পেশাজীবী সংগঠনের প্রতিনিধিরা। বক্তারা বলেন, সমাজের উন্নয়নে সকলকে ঐক্যবদ্ধভাবে কাজ করতে হবে।: [766, 1488, 1142, 1600]
- article-body: সংবাদ প্রতিবেদন অনুযায়ী এলাকায় ঝড়-বৃষ্টির কারণে কৃষকদের ব্যাপক ক্ষতি হয়েছে। মাঠে পাকা ধান ঘরে তোলার আগেই বৃষ্টিতে নুইয়ে পড়েছে এবং অনেক জমিতে পানি জমে গেছে। স্থানীয় কৃষি কর্মকর্তারা জানান ক্ষতির পরিমাণ নিরূপণে কাজ চলছে এবং কৃষকদের সহায়তার বিষয়টি বিবেচনা করা হচ্ছে। সভায় উপস্থিত ছিলেন জেলা ও উপজেলা পর্যায়ের নেতৃবৃন্দ, সাংবাদিক, শিক্ষক এবং বিভিন্ন পেশাজীবী সংগঠনের প্রতিনিধিরা। বক্তারা বলেন, সমাজের উন্নয়নে সকলকে ঐক্যবদ্ধভাবে কাজ করতে হবে।: [10, 279, 382, 391]
- column-4-ads: [1148, 56, 1526, 2356]
- ad-derma: [1148, 1212, 1526, 1336]
- article-body: সংবাদ প্রতিবেদন অনুযায়ী এলাকায় ঝড়-বৃষ্টির কারণে কৃষকদের ব্যাপক ক্ষতি হয়েছে। মাঠে পাকা ধান ঘরে তোলার আগেই বৃষ্টিতে নুইয়ে পড়েছে এবং অনেক জমিতে পানি জমে গেছে। স্থানীয় কৃষি কর্মকর্তারা জানান ক্ষতির পরিমাণ নিরূপণে কাজ চলছে এবং কৃষকদের সহায়তার বিষয়টি বিবেচনা করা হচ্ছে। সভায় উপস্থিত ছিলেন জেলা ও উপজেলা পর্যায়ের নেতৃবৃন্দ, সাংবাদিক, শিক্ষক এবং বিভিন্ন পেশাজীবী সংগঠনের প্রতিনিধিরা। বক্তারা বলেন, সমাজের উন্নয়নে সকলকে ঐক্যবদ্ধভাবে কাজ করতে হবে।: [766, 639, 950, 864]
- ad-computer: [1148, 56, 1526, 206]
- article-iran: [388, 472, 760, 879]
- article-students: [10, 1723, 760, 1897]
- article-body: সংবাদ প্রতিবেদন অনুযায়ী এলাকায় ঝড়-বৃষ্টির কারণে কৃষকদের ব্যাপক ক্ষতি হয়েছে। মাঠে পাকা ধান ঘরে তোলার আগেই বৃষ্টিতে নুইয়ে পড়েছে এবং অনেক জমিতে পানি জমে গেছে। স্থানীয় কৃষি কর্মকর্তারা জানান ক্ষতির পরিমাণ নিরূপণে কাজ চলছে এবং কৃষকদের সহায়তার বিষয়টি বিবেচনা করা হচ্ছে। সভায় উপস্থিত ছিলেন জেলা ও উপজেলা পর্যায়ের নেতৃবৃন্দ, সাংবাদিক, শিক্ষক এবং বিভিন্ন পেশাজীবী সংগঠনের প্রতিনিধিরা। বক্তারা বলেন, সমাজের উন্নয়নে সকলকে ঐক্যবদ্ধভাবে কাজ করতে হবে।: [10, 521, 382, 634]
- article-body: সংবাদ প্রতিবেদন অনুযায়ী এলাকায় ঝড়-বৃষ্টির কারণে কৃষকদের ব্যাপক ক্ষতি হয়েছে। মাঠে পাকা ধান ঘরে তোলার আগেই বৃষ্টিতে নুইয়ে পড়েছে এবং অনেক জমিতে পানি জমে গেছে। স্থানীয় কৃষি কর্মকর্তারা জানান ক্ষতির পরিমাণ নিরূপণে কাজ চলছে এবং কৃষকদের সহায়তার বিষয়টি বিবেচনা করা হচ্ছে। সভায় উপস্থিত ছিলেন জেলা ও উপজেলা পর্যায়ের নেতৃবৃন্দ, সাংবাদিক, শিক্ষক এবং বিভিন্ন পেশাজীবী সংগঠনের প্রতিনিধিরা। বক্তারা বলেন, সমাজের উন্নয়নে সকলকে ঐক্যবদ্ধভাবে কাজ করতে হবে।: [10, 1833, 760, 1896]
- masthead: [10, 8, 1526, 46]
- ad-phone: মোবাইলঃ ০১৯১২৩৮০৭০২: [1158, 1441, 1329, 1460]
- ad-code: আর-৫৩৫: [1158, 898, 1203, 911]
- article-jakir: [10, 1913, 760, 2010]
- article-kushtia: [388, 56, 760, 456]
- ad-child-specialist: [1148, 793, 1526, 923]
- article-body: সংবাদ প্রতিবেদন অনুযায়ী এলাকায় ঝড়-বৃষ্টির কারণে কৃষকদের ব্যাপক ক্ষতি হয়েছে। মাঠে পাকা ধান ঘরে তোলার আগেই বৃষ্টিতে নুইয়ে পড়েছে এবং অনেক জমিতে পানি জমে গেছে। স্থানীয় কৃষি কর্মকর্তারা জানান ক্ষতির পরিমাণ নিরূপণে কাজ চলছে এবং কৃষকদের সহায়তার বিষয়টি বিবেচনা করা হচ্ছে। সভায় উপস্থিত ছিলেন জেলা ও উপজেলা পর্যায়ের নেতৃবৃন্দ, সাংবাদিক, শিক্ষক এবং বিভিন্ন পেশাজীবী সংগঠনের প্রতিনিধিরা। বক্তারা বলেন, সমাজের উন্নয়নে সকলকে ঐক্যবদ্ধভাবে কাজ করতে হবে।: [958, 116, 1142, 341]
- ad-text: আইনি সহায়তার জন্য আইনজীবী আবশ্যক।: [1158, 273, 1374, 288]
- column-3-lower: [766, 1120, 1142, 2350]
- ad-phone: মোবাঃ ০১৯৬৮৫৫৫৫, ০১৯৯৮-৭৫৯৯: [1158, 454, 1395, 473]
- headline: মহানগর ছাত্রদলের: [289, 1722, 481, 1753]
- ad-phone: রোগী দেখার সময়: বিকাল ৫টা - রাত ১০টা: [1158, 733, 1420, 751]
- article-britain: [958, 56, 1142, 1116]
- headline: ড্রোন অনুপ্রবেশ ইস্যুতে লাটভিয়ার প্রধানমন্ত্রীর পদত্যাগ: [790, 1910, 1118, 1954]
- column-2: [388, 56, 760, 1026]
- article-shrimp: [10, 1541, 760, 1707]
- headline: দুর্গন্ধের উৎস খুঁজতে গিয়ে পাওয়া গেল পুঁতে রাখা মা-মেয়ের লাশ: [970, 591, 1130, 645]
